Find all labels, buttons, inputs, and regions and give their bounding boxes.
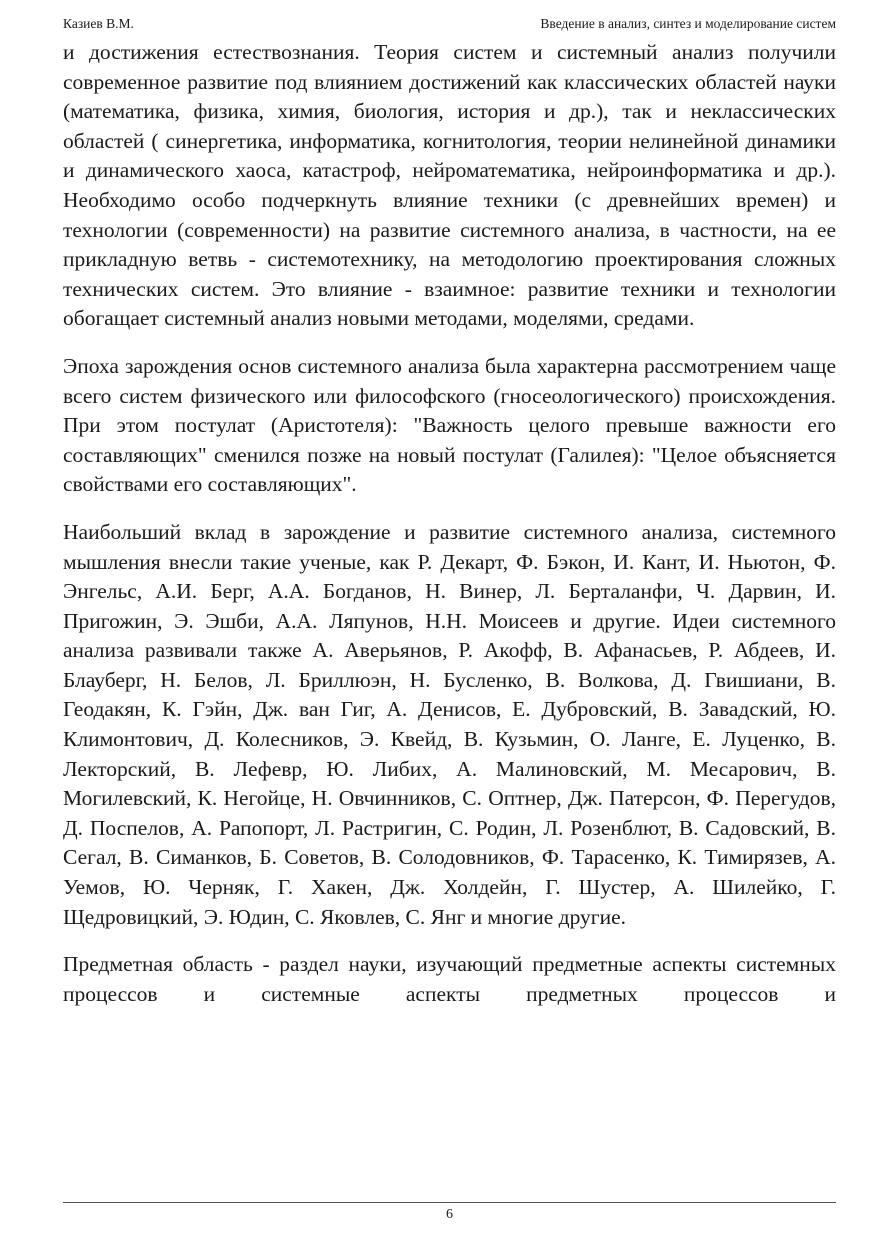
page-number: 6 (446, 1207, 453, 1222)
body-text (63, 38, 836, 1193)
paragraph-continuation: и достижения естествознания. Теория систем и системный анализ получили современное развитие под влиянием достижений как классических областей науки (математика, физика, химия, биология, история и др.), так и неклассических областей ( синергетика, информатика, когнитология, теории нелинейной динамики и динамического хаоса, катастроф, нейроматематика, нейроинформатика и др.). Необходимо особо подчеркнуть влияние техники (с древнейших времен) и технологии (современности) на развитие системного анализа, в частности, на ее прикладную ветвь - системотехнику, на методологию проектирования сложных технических систем. Это влияние - взаимное: развитие техники и технологии обогащает системный анализ новыми методами, моделями, средами. (63, 40, 836, 331)
running-header (63, 15, 836, 33)
paragraph-epoch: Эпоха зарождения основ системного анализа была характерна рассмотрением чаще всего систем физического или философского (гносеологического) происхождения. При этом постулат (Аристотеля): "Важность целого превыше важности его составляющих" сменился позже на новый постулат (Галилея): "Целое объясняется свойствами его составляющих". (63, 353, 836, 497)
document-page (63, 0, 836, 1241)
paragraph-contributors: Наибольший вклад в зарождение и развитие системного анализа, системного мышления внесли такие ученые, как Р. Декарт, Ф. Бэкон, И. Кант, И. Ньютон, Ф. Энгельс, А.И. Берг, А.А. Богданов, Н. Винер, Л. Берталанфи, Ч. Дарвин, И. Пригожин, Э. Эшби, А.А. Ляпунов, Н.Н. Моисеев и другие. Идеи системного анализа развивали также А. Аверьянов, Р. Акофф, В. Афанасьев, Р. Абдеев, И. Блауберг, Н. Белов, Л. Бриллюэн, Н. Бусленко, В. Волкова, Д. Гвишиани, В. Геодакян, К. Гэйн, Дж. ван Гиг, А. Денисов, Е. Дубровский, В. Завадский, Ю. Климонтович, Д. Колесников, Э. Квейд, В. Кузьмин, О. Ланге, Е. Луценко, В. Лекторский, В. Лефевр, Ю. Либих, А. Малиновский, М. Месарович, В. Могилевский, К. Негойце, Н. Овчинников, С. Оптнер, Дж. Патерсон, Ф. Перегудов, Д. Поспелов, А. Рапопорт, Л. Растригин, С. Родин, Л. Розенблют, В. Садовский, В. Сегал, В. Симанков, Б. Советов, В. Солодовников, Ф. Тарасенко, К. Тимирязев, А. Уемов, Ю. Черняк, Г. Хакен, Дж. Холдейн, Г. Шустер, А. Шилейко, Г. Щедровицкий, Э. Юдин, С. Яковлев, С. Янг и многие другие. (63, 519, 836, 929)
header-book-title: Введение в анализ, синтез и моделирование систем (540, 16, 836, 31)
footer-divider (63, 1202, 836, 1203)
paragraph-subject-area: Предметная область - раздел науки, изучающий предметные аспекты системных процессов и системные аспекты предметных процессов и (63, 952, 836, 1006)
header-author: Казиев В.М. (63, 16, 134, 31)
